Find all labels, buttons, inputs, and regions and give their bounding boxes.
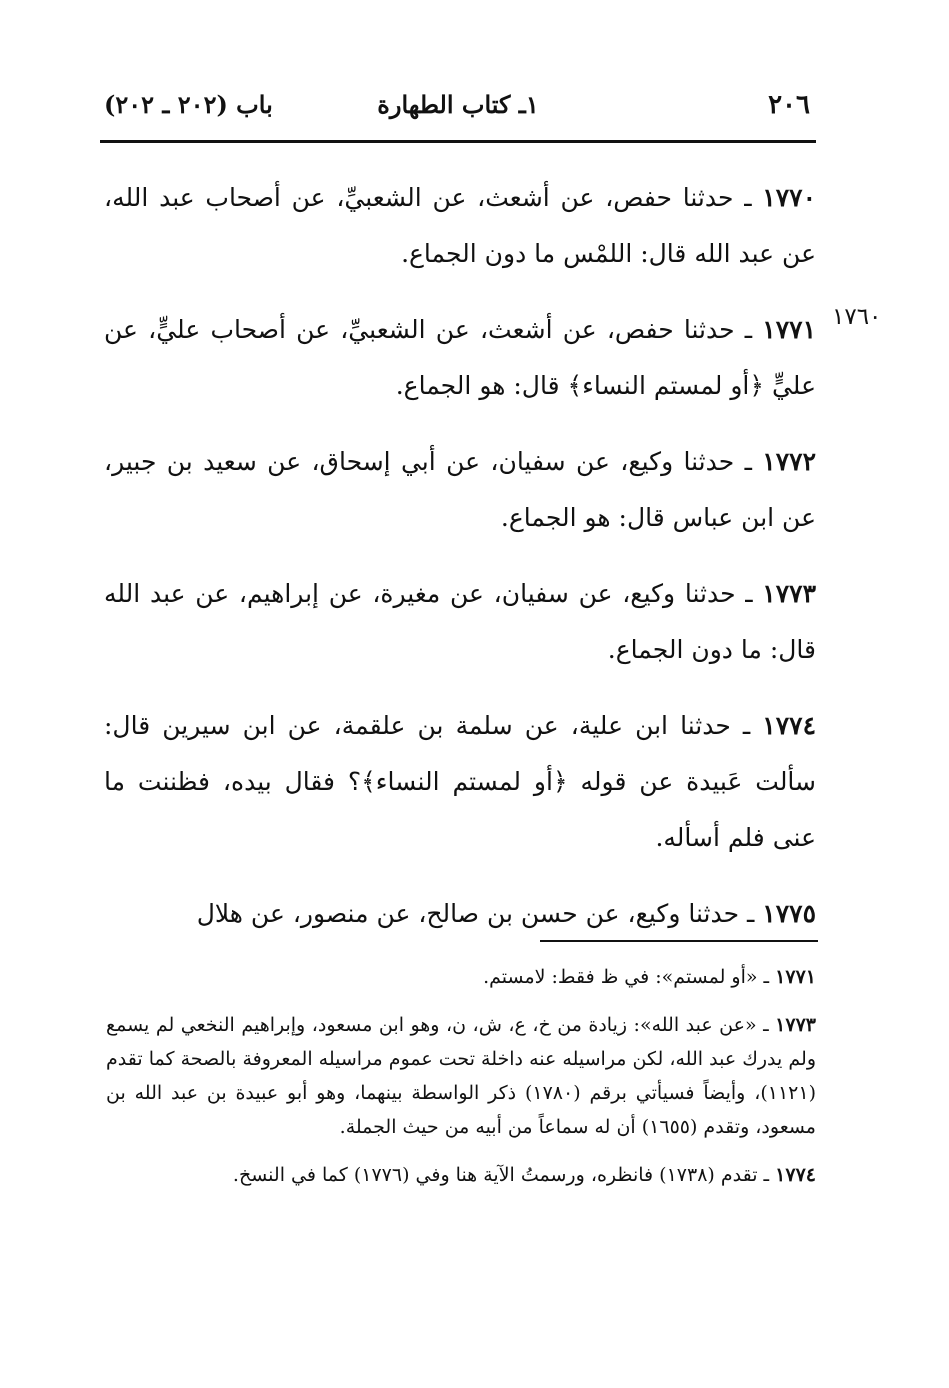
page-number: ٢٠٦ — [768, 90, 810, 120]
footnote-text: ـ «أو لمستم»: في ظ فقط: لامستم. — [483, 966, 770, 988]
hadith-number: ١٧٧٥ — [762, 899, 816, 928]
hadith-entry — [104, 434, 816, 546]
footnote-text: ـ تقدم (١٧٣٨) فانظره، ورسمتُ الآية هنا وفي (١٧٧٦) كما في النسخ. — [232, 1164, 770, 1186]
margin-number: ١٧٦٠ — [832, 304, 882, 330]
running-header — [100, 86, 816, 130]
footnote-separator — [540, 940, 818, 942]
hadith-entry — [104, 302, 816, 414]
hadith-entry — [104, 886, 816, 942]
hadith-text: ـ حدثنا حفص، عن أشعث، عن الشعبيِّ، عن أصحاب عبد الله، عن عبد الله قال: اللمْس ما دون الجماع. — [104, 183, 816, 268]
chapter-range: باب (٢٠٢ ـ ٢٠٢) — [104, 90, 273, 119]
book-title: ١ـ كتاب الطهارة — [377, 90, 539, 119]
hadith-text: ـ حدثنا وكيع، عن سفيان، عن أبي إسحاق، عن سعيد بن جبير، عن ابن عباس قال: هو الجماع. — [104, 447, 816, 532]
hadith-entry — [104, 566, 816, 678]
hadith-entry — [104, 698, 816, 866]
footnote-text: ـ «عن عبد الله»: زيادة من خ، ع، ش، ن، وهو ابن مسعود، وإبراهيم النخعي لم يسمع ولم يدرك عبد الله، لكن مراسيله عنه داخلة تحت عموم مراسيله المعروفة بالصحة كما تقدم (١١٢١)، وأيضاً فسيأتي برقم (١٧٨٠) ذكر الواسطة بينهما، وهو أبو عبيدة بن عبد الله بن مسعود، وتقدم (١٦٥٥) أن له سماعاً من أبيه من حيث الجملة. — [106, 1014, 816, 1138]
footnote-number: ١٧٧٣ — [775, 1014, 816, 1036]
header-rule — [100, 140, 816, 143]
hadith-number: ١٧٧٢ — [762, 447, 816, 476]
hadith-entry — [104, 170, 816, 282]
footnote-number: ١٧٧١ — [775, 966, 816, 988]
hadith-number: ١٧٧٣ — [762, 579, 816, 608]
hadith-number: ١٧٧٠ — [762, 183, 817, 212]
footnote — [106, 1008, 816, 1144]
hadith-list — [104, 170, 816, 962]
hadith-text: ـ حدثنا وكيع، عن حسن بن صالح، عن منصور، عن هلال — [196, 899, 755, 928]
footnote-number: ١٧٧٤ — [775, 1164, 816, 1186]
footnotes — [106, 960, 816, 1206]
footnote — [106, 1158, 816, 1192]
hadith-number: ١٧٧١ — [762, 315, 816, 344]
hadith-text: ـ حدثنا وكيع، عن سفيان، عن مغيرة، عن إبراهيم، عن عبد الله قال: ما دون الجماع. — [104, 579, 816, 664]
hadith-text: ـ حدثنا ابن علية، عن سلمة بن علقمة، عن ابن سيرين قال: سألت عَبيدة عن قوله ﴿أو لمستم النساء﴾؟ فقال بيده، فظننت ما عنى فلم أسأله. — [104, 711, 816, 852]
hadith-text: ـ حدثنا حفص، عن أشعث، عن الشعبيِّ، عن أصحاب عليٍّ، عن عليٍّ ﴿أو لمستم النساء﴾ قال: هو الجماع. — [104, 315, 816, 400]
hadith-number: ١٧٧٤ — [762, 711, 817, 740]
footnote — [106, 960, 816, 994]
